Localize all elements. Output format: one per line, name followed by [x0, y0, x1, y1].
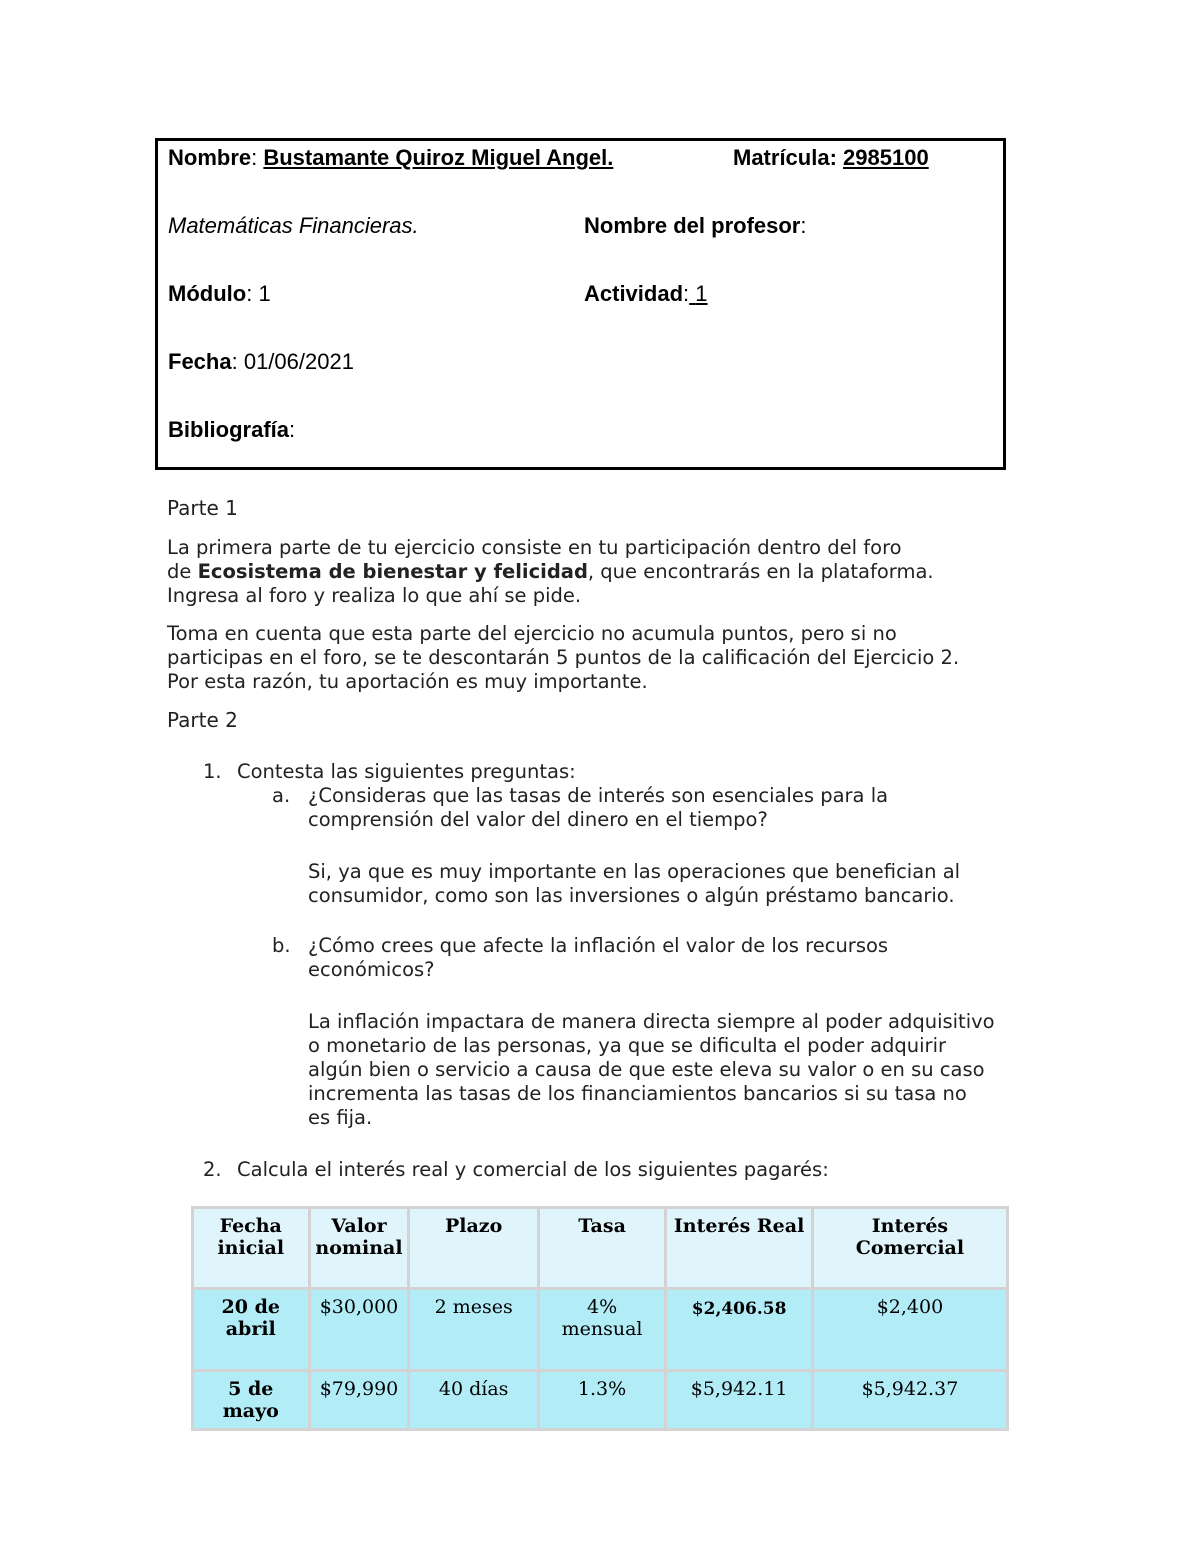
modulo-value: 1 [258, 281, 271, 306]
matricula-value: 2985100 [843, 145, 929, 170]
table-cell: 5 de mayo [193, 1371, 310, 1430]
answer-a-line2: consumidor, como son las inversiones o algún préstamo bancario. [308, 884, 955, 907]
parte1-paragraph1-line3: Ingresa al foro y realiza lo que ahí se pide. [167, 584, 582, 607]
matricula-line [733, 145, 929, 171]
table-cell: 4% mensual [538, 1289, 666, 1371]
parte1-paragraph1-line2: de Ecosistema de bienestar y felicidad, que encontrarás en la plataforma. [167, 560, 934, 583]
actividad-value: 1 [695, 281, 708, 306]
bibliografia-line: Bibliografía: [168, 417, 296, 442]
table-header-row [193, 1208, 1008, 1289]
parte1-paragraph2-line2: participas en el foro, se te descontarán 5 puntos de la calificación del Ejercicio 2. [167, 646, 960, 669]
answer-b-line1: La inflación impactara de manera directa siempre al poder adquisitivo [308, 1010, 995, 1033]
list-marker-a: a. [272, 784, 291, 807]
parte1-heading: Parte 1 [167, 496, 238, 520]
table-cell: $2,400 [812, 1289, 1007, 1371]
nombre-line: Nombre: Bustamante Quiroz Miguel Angel. [168, 145, 614, 170]
answer-a-line1: Si, ya que es muy importante en las operaciones que benefician al [308, 860, 961, 883]
parte2-heading: Parte 2 [167, 708, 238, 732]
table-cell: 20 de abril [193, 1289, 310, 1371]
table-row [193, 1371, 1008, 1430]
table-cell: 1.3% [538, 1371, 666, 1430]
modulo-label: Módulo [168, 281, 247, 306]
parte1-paragraph2-line3: Por esta razón, tu aportación es muy importante. [167, 670, 648, 693]
table-cell: $5,942.37 [812, 1371, 1007, 1430]
bibliografia-label: Bibliografía [168, 417, 290, 442]
table-cell: 2 meses [409, 1289, 538, 1371]
answer-b-line2: o monetario de las personas, ya que se dificulta el poder adquirir [308, 1034, 947, 1057]
pagares-table [191, 1206, 1009, 1431]
profesor-line: Nombre del profesor: [584, 213, 807, 238]
question-b-line2: económicos? [308, 958, 435, 981]
answer-b-line5: es fija. [308, 1106, 373, 1129]
col-header: Plazo [409, 1208, 538, 1289]
table-cell: 40 días [409, 1371, 538, 1430]
col-header: Tasa [538, 1208, 666, 1289]
nombre-value: Bustamante Quiroz Miguel Angel. [263, 145, 614, 170]
col-header: Interés Real [666, 1208, 813, 1289]
answer-b-line3: algún bien o servicio a causa de que este eleva su valor o en su caso [308, 1058, 985, 1081]
table-cell: $79,990 [309, 1371, 409, 1430]
col-header: Fecha inicial [193, 1208, 310, 1289]
matricula-label: Matrícula: [733, 145, 837, 170]
profesor-label: Nombre del profesor [584, 213, 801, 238]
question-a-line2: comprensión del valor del dinero en el tiempo? [308, 808, 768, 831]
actividad-line: Actividad: 1 [584, 281, 708, 306]
table-cell: $2,406.58 [666, 1289, 813, 1371]
list-marker-2: 2. [203, 1158, 222, 1181]
list-marker-1: 1. [203, 760, 222, 783]
list-item-1-text: Contesta las siguientes preguntas: [237, 760, 576, 783]
table-cell: $5,942.11 [666, 1371, 813, 1430]
table-cell: $30,000 [309, 1289, 409, 1371]
student-info-box [155, 138, 1006, 470]
answer-b-line4: incrementa las tasas de los financiamientos bancarios si su tasa no [308, 1082, 967, 1105]
nombre-label: Nombre [168, 145, 252, 170]
actividad-label: Actividad [584, 281, 684, 306]
forum-name: Ecosistema de bienestar y felicidad [197, 560, 588, 583]
modulo-line: Módulo: 1 [168, 281, 271, 306]
table-row [193, 1289, 1008, 1371]
parte1-paragraph1-line1: La primera parte de tu ejercicio consiste en tu participación dentro del foro [167, 536, 902, 559]
fecha-line: Fecha: 01/06/2021 [168, 349, 354, 374]
list-marker-b: b. [272, 934, 291, 957]
fecha-label: Fecha [168, 349, 232, 374]
list-item-2-text: Calcula el interés real y comercial de los siguientes pagarés: [237, 1158, 829, 1181]
question-b-line1: ¿Cómo crees que afecte la inflación el valor de los recursos [308, 934, 889, 957]
parte1-paragraph2-line1: Toma en cuenta que esta parte del ejercicio no acumula puntos, pero si no [167, 622, 897, 645]
fecha-value: 01/06/2021 [243, 349, 354, 374]
materia-text: Matemáticas Financieras. [168, 213, 419, 238]
col-header: Interés Comercial [812, 1208, 1007, 1289]
question-a-line1: ¿Consideras que las tasas de interés son esenciales para la [308, 784, 889, 807]
col-header: Valor nominal [309, 1208, 409, 1289]
